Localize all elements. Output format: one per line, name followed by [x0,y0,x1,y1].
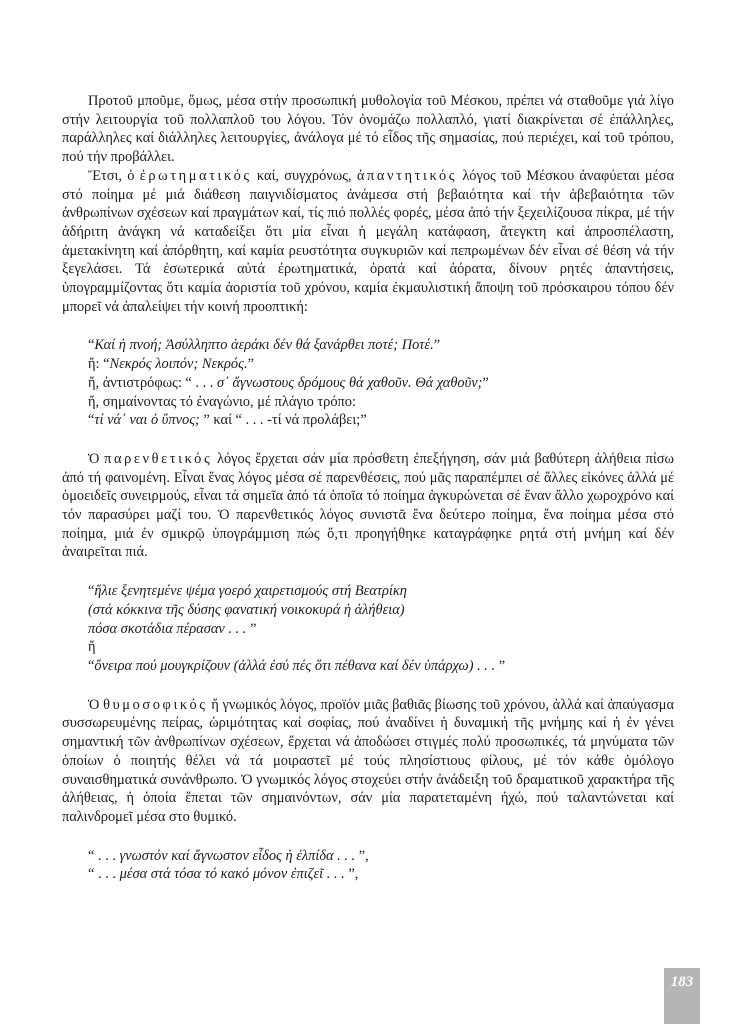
quote-line: πόσα σκοτάδια πέρασαν . . . ” [88,620,257,637]
term-responsive: ἀπαντητικός [356,167,458,184]
quote-line: “τί νά᾿ ναι ὁ ὕπνος; ” καί “ . . . -τί νά προλάβει;” [88,412,367,429]
quote-line: ἤ [88,639,96,656]
quote-line: “ . . . γνωστόν καί ἄγνωστον εἶδος ἡ ἐλπίδα . . . ”, [88,847,369,864]
page-number: 183 [670,974,694,990]
paragraph-text: ἤ γνωμικός λόγος, προϊόν μιᾶς βαθιᾶς βίωσης τοῦ χρόνου, ἀλλά καί ἀπαύγασμα συσσωρευμένης πείρας, ὡριμότητας καί σοφίας, πού ἀναδίνει ἡ δυναμική τῆς μνήμης καί ἡ ἐν γένει σημαντική τῶν ἀνθρωπίνων σχέσεων, ἔρχεται νά ἀποδώσει στιγμές πολύ προσωπικές, τά μηνύματα τῶν ὁποίων ὁ ποιητής θέλει νά τά μοιραστεῖ μέ τούς πλησίστιους φίλους, μέ τόν κάθε ὁμόλογο συναισθηματικά συνάνθρωπο. Ὁ γνωμικός λόγος στοχεύει στήν ἀνάδειξη τοῦ δραματικοῦ χαρακτήρα τῆς ἀλήθειας, ἡ ὁποία ἕπεται τῶν σημαινόντων, σάν μία παρατεταμένη ἠχώ, πού ταλαντώνεται καί παλινδρομεῖ μέσα στο θυμικό. [62,696,674,825]
paragraph-text: λόγος τοῦ Μέσκου ἀναφύεται μέσα στό ποίημα μέ μιά διάθεση παιγνιδίσματος ἀνάμεσα στή βεβαιότητα καί τήν ἀβεβαιότητα τῶν ἀνθρωπίνων σχέσεων καί πραγμάτων καί, τίς πιό πολλές φορές, μέσα ἀπό τήν ξεχειλίζουσα πίκρα, μέ τήν ἀδήριτη ἀνάγκη νά καταδείξει ὅτι μία εἶναι ἡ μεγάλη κατάφαση, ἄτεγκτη καί ἀπροσπέλαστη, ἀμετακίνητη καί ἀπόρθητη, καί καμία ρευστότητα συγκυριῶν καί πεπρωμένων δέν εἶναι σέ θέση νά τήν ξεγελάσει. Τά ἐσωτερικά αὐτά ἐρωτηματικά, ὁρατά καί ἀόρατα, δίνουν ρητές ἀπαντήσεις, ὑπογραμμίζοντας ὅτι καμία ἀοριστία τοῦ χρόνου, καμία ἐκμαυλιστική ἄποψη τοῦ πρόσκαιρου τόπου δέν μπορεῖ νά ἀπαλείψει τήν κοινή προοπτική: [62,167,674,315]
term-parenthetical: παρενθετικός [104,450,213,467]
paragraph-intro [62,92,674,167]
text-fragment: καί, συγχρόνως, [251,167,357,184]
quote-line: “ὄνειρα πού μουγκρίζουν (ἀλλά ἐσύ πές ὅτι πέθανα καί δέν ὑπάρχω) . . . ” [88,657,506,674]
paragraph-text: λόγος ἔρχεται σάν μία πρόσθετη ἐπεξήγηση, σάν μιά βαθύτερη ἀλήθεια πίσω ἀπό τή φαινομένη. Εἶναι ἕνας λόγος μέσα σέ παρενθέσεις, πού μᾶς παραπέμπει σέ ἄλλες εἰκόνες ἀλλά μέ ὁμοειδεῖς συνειρμούς, εἶναι τά σημεῖα ἀπό τά ὁποῖα τό ποίημα ἀγκυρώνεται σέ ἕναν ἄλλο χωροχρόνο καί τόν παρασύρει μαζί του. Ὁ παρενθετικός λόγος συνιστᾶ ἕνα δεύτερο ποίημα, ἕνα ποίημα μέσα στό ποίημα, μιά ἐν σμικρῷ ὑπογράμμιση πώς ὅ,τι προηγήθηκε καταγράφηκε ρητά στή μνήμη καί δέν ἀναιρεῖται πιά. [62,450,674,561]
quote-line: ἤ: “Νεκρός λοιπόν; Νεκρός.” [88,356,254,373]
paragraph-parenthetical [62,450,674,562]
quote-line: “ . . . μέσα στά τόσα τό κακό μόνον ἐπιζεῖ . . . ”, [88,866,359,883]
quote-line: (στά κόκκινα τῆς δύσης φανατική νοικοκυρά ἡ ἀλήθεια) [88,601,405,618]
term-gnomic: θυμοσοφικός [103,696,208,713]
quote-line: ἤ, σημαίνοντας τό ἐναγώνιο, μέ πλάγιο τρόπο: [88,393,357,410]
quote-line: ἤ, ἀντιστρόφως: “ . . . σ᾿ ἄγνωστους δρόμους θά χαθοῦν. Θά χαθοῦν;” [88,374,489,391]
quote-line: “ἥλιε ξενητεμένε ψέμα γοερό χαιρετισμούς στή Βεατρίκη [88,583,407,600]
paragraph-interrogative [62,167,674,317]
quote-block-1 [88,336,674,430]
text-fragment: Ὁ [88,450,105,467]
page-number-tab [664,968,700,1024]
text-fragment: Ὁ [88,696,104,713]
quote-block-3 [88,847,674,884]
paragraph-gnomic [62,696,674,827]
text-fragment: Ἔτσι, ὁ [88,167,140,184]
quote-line: “Καί ἡ πνοή; Ἀσύλληπτο ἀεράκι δέν θά ξανάρθει ποτέ; Ποτέ.” [88,337,441,354]
quote-block-2 [88,582,674,676]
document-page [62,92,674,884]
paragraph-text: Προτοῦ μποῦμε, ὅμως, μέσα στήν προσωπική μυθολογία τοῦ Μέσκου, πρέπει νά σταθοῦμε γιά λίγο στήν λειτουργία τοῦ πολλαπλοῦ του λόγου. Τόν ὀνομάζω πολλαπλό, γιατί διακρίνεται σέ ἐπάλληλες, παράλληλες καί διάλληλες λειτουργίες, ἀνάλογα μέ τό εἶδος τῆς σημασίας, πού περιέχει, καί τοῦ τρόπου, πού τήν προβάλλει. [62,93,674,166]
term-interrogative: ἐρωτηματικός [139,167,252,184]
